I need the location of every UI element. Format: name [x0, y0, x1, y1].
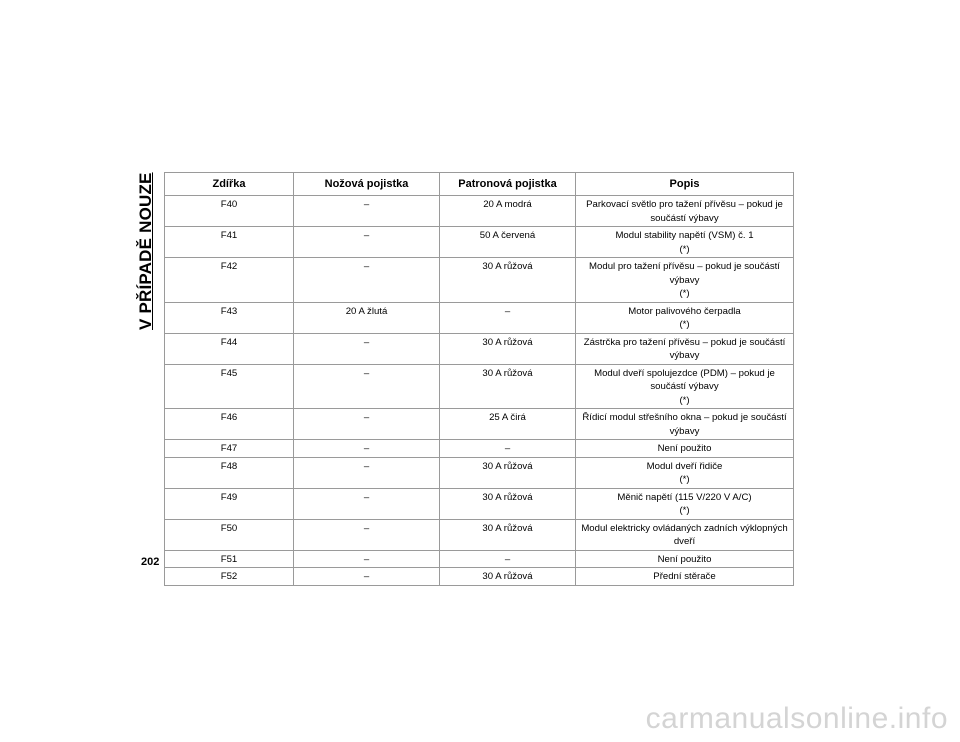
cell-cartridge-fuse: 20 A modrá — [440, 196, 576, 227]
cell-cartridge-fuse: 50 A červená — [440, 227, 576, 258]
table-header-row — [165, 173, 794, 196]
cell-blade-fuse: – — [294, 227, 440, 258]
cell-description: Modul elektricky ovládaných zadních výklopných dveří — [576, 519, 794, 550]
cell-cartridge-fuse: – — [440, 550, 576, 568]
watermark: carmanualsonline.info — [645, 702, 948, 735]
header-cavity: Zdířka — [165, 173, 294, 196]
cell-blade-fuse: – — [294, 568, 440, 586]
table-row — [165, 302, 794, 333]
cell-description: Modul dveří spolujezdce (PDM) – pokud je součástí výbavy (*) — [576, 364, 794, 409]
table-row — [165, 519, 794, 550]
cell-cartridge-fuse: 30 A růžová — [440, 488, 576, 519]
cell-cavity: F44 — [165, 333, 294, 364]
cell-description: Parkovací světlo pro tažení přívěsu – pokud je součástí výbavy — [576, 196, 794, 227]
cell-description: Měnič napětí (115 V/220 V A/C) (*) — [576, 488, 794, 519]
cell-cartridge-fuse: 30 A růžová — [440, 568, 576, 586]
cell-cartridge-fuse: 30 A růžová — [440, 333, 576, 364]
cell-cartridge-fuse: 30 A růžová — [440, 519, 576, 550]
cell-blade-fuse: – — [294, 364, 440, 409]
cell-cartridge-fuse: 30 A růžová — [440, 364, 576, 409]
section-title-text: V PŘÍPADĚ NOUZE — [136, 172, 155, 330]
cell-description: Modul stability napětí (VSM) č. 1 (*) — [576, 227, 794, 258]
cell-description: Modul pro tažení přívěsu – pokud je součástí výbavy (*) — [576, 258, 794, 303]
cell-cavity: F48 — [165, 457, 294, 488]
cell-cavity: F41 — [165, 227, 294, 258]
cell-cavity: F45 — [165, 364, 294, 409]
cell-blade-fuse: – — [294, 519, 440, 550]
cell-blade-fuse: – — [294, 196, 440, 227]
cell-cartridge-fuse: 30 A růžová — [440, 457, 576, 488]
cell-blade-fuse: – — [294, 440, 440, 458]
cell-description: Není použito — [576, 440, 794, 458]
table-row — [165, 457, 794, 488]
cell-cavity: F40 — [165, 196, 294, 227]
cell-description: Přední stěrače — [576, 568, 794, 586]
table-row — [165, 333, 794, 364]
table-row — [165, 196, 794, 227]
cell-blade-fuse: – — [294, 258, 440, 303]
cell-cartridge-fuse: 25 A čirá — [440, 409, 576, 440]
cell-description: Řídicí modul střešního okna – pokud je součástí výbavy — [576, 409, 794, 440]
cell-cartridge-fuse: 30 A růžová — [440, 258, 576, 303]
table-row — [165, 409, 794, 440]
cell-description: Není použito — [576, 550, 794, 568]
header-blade-fuse: Nožová pojistka — [294, 173, 440, 196]
cell-cavity: F52 — [165, 568, 294, 586]
cell-cartridge-fuse: – — [440, 440, 576, 458]
cell-cavity: F49 — [165, 488, 294, 519]
page-number: 202 — [141, 556, 160, 568]
table-row — [165, 227, 794, 258]
cell-description: Motor palivového čerpadla (*) — [576, 302, 794, 333]
header-description: Popis — [576, 173, 794, 196]
table-row — [165, 568, 794, 586]
cell-blade-fuse: – — [294, 457, 440, 488]
cell-blade-fuse: – — [294, 550, 440, 568]
fuse-table — [164, 172, 794, 586]
cell-blade-fuse: 20 A žlutá — [294, 302, 440, 333]
table-row — [165, 258, 794, 303]
cell-description: Zástrčka pro tažení přívěsu – pokud je součástí výbavy — [576, 333, 794, 364]
cell-cavity: F46 — [165, 409, 294, 440]
table-row — [165, 364, 794, 409]
cell-cavity: F50 — [165, 519, 294, 550]
cell-cavity: F42 — [165, 258, 294, 303]
cell-cavity: F43 — [165, 302, 294, 333]
table-row — [165, 488, 794, 519]
cell-blade-fuse: – — [294, 333, 440, 364]
header-cartridge-fuse: Patronová pojistka — [440, 173, 576, 196]
table-row — [165, 440, 794, 458]
cell-blade-fuse: – — [294, 488, 440, 519]
cell-cavity: F51 — [165, 550, 294, 568]
cell-description: Modul dveří řidiče (*) — [576, 457, 794, 488]
table-row — [165, 550, 794, 568]
table-body — [165, 196, 794, 586]
cell-blade-fuse: – — [294, 409, 440, 440]
cell-cavity: F47 — [165, 440, 294, 458]
cell-cartridge-fuse: – — [440, 302, 576, 333]
